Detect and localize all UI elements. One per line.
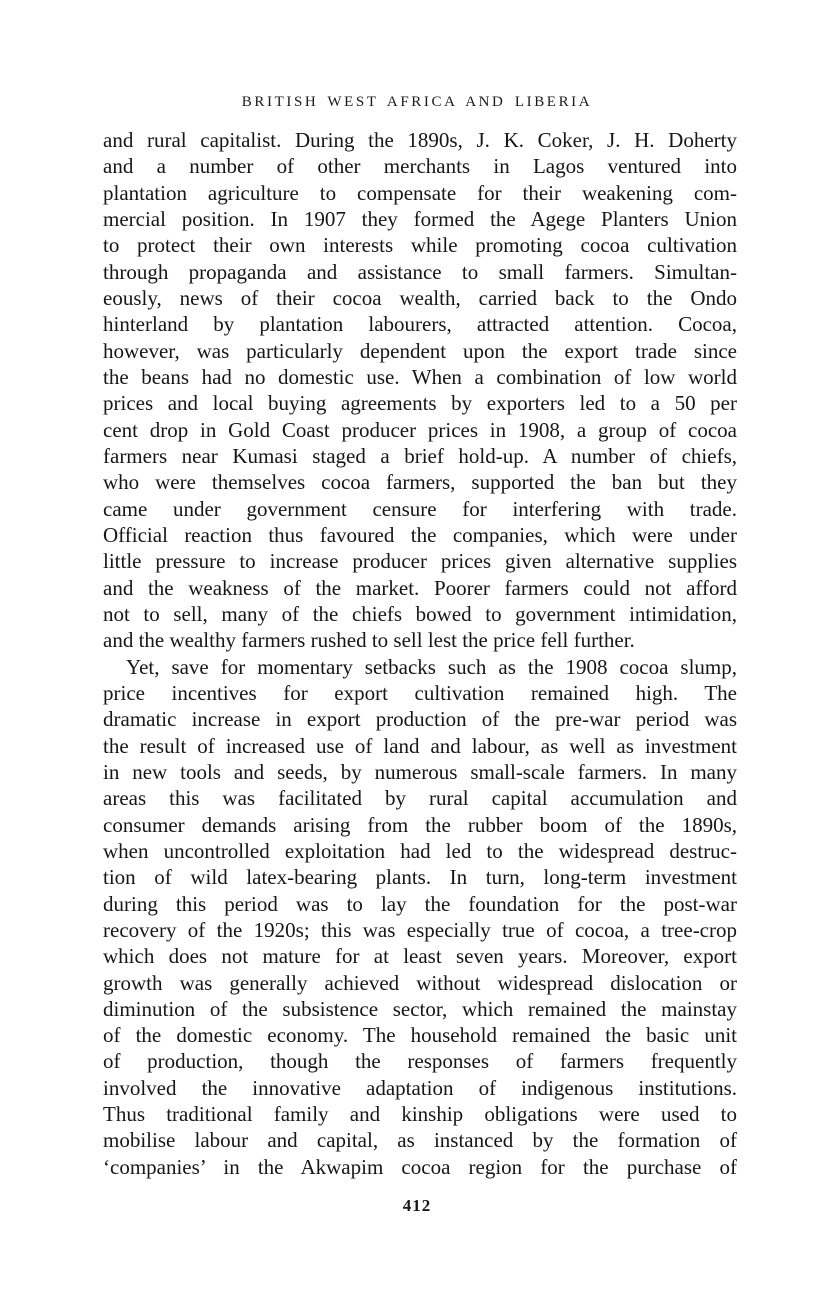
text-line: came under government censure for interfering with trade. — [103, 496, 737, 521]
text-line: ‘companies’ in the Akwapim cocoa region for the purchase of — [103, 1154, 737, 1179]
text-line: Official reaction thus favoured the companies, which were under — [103, 522, 737, 547]
text-line: in new tools and seeds, by numerous small-scale farmers. In many — [103, 759, 737, 784]
text-line: of the domestic economy. The household remained the basic unit — [103, 1023, 737, 1048]
text-line: Yet, save for momentary setbacks such as the 1908 cocoa slump, — [126, 654, 737, 679]
text-line: cent drop in Gold Coast producer prices in 1908, a group of cocoa — [103, 417, 737, 442]
running-head: BRITISH WEST AFRICA AND LIBERIA — [241, 94, 593, 110]
text-line: consumer demands arising from the rubber boom of the 1890s, — [103, 812, 737, 837]
text-line: of production, though the responses of farmers frequently — [103, 1049, 737, 1074]
text-line: however, was particularly dependent upon the export trade since — [103, 338, 737, 363]
text-line: the result of increased use of land and labour, as well as investment — [103, 733, 737, 758]
text-line: tion of wild latex-bearing plants. In turn, long-term investment — [103, 865, 737, 890]
text-line: involved the innovative adaptation of indigenous institutions. — [103, 1075, 737, 1100]
text-line: Thus traditional family and kinship obligations were used to — [103, 1102, 737, 1127]
text-line: during this period was to lay the foundation for the post-war — [103, 891, 737, 916]
body-text — [103, 127, 737, 1180]
text-line: not to sell, many of the chiefs bowed to government intimidation, — [103, 601, 737, 626]
text-line: who were themselves cocoa farmers, supported the ban but they — [103, 470, 737, 495]
text-line: diminution of the subsistence sector, which remained the mainstay — [103, 996, 737, 1021]
text-line: through propaganda and assistance to small farmers. Simultan- — [103, 259, 737, 284]
paragraph-1 — [103, 127, 737, 654]
text-line: areas this was facilitated by rural capital accumulation and — [103, 786, 737, 811]
paragraph-2 — [103, 654, 737, 1181]
text-line: dramatic increase in export production of the pre-war period was — [103, 707, 737, 732]
text-line: and rural capitalist. During the 1890s, J. K. Coker, J. H. Doherty — [103, 128, 737, 152]
text-line: which does not mature for at least seven years. Moreover, export — [103, 944, 737, 969]
text-line: the beans had no domestic use. When a combination of low world — [103, 364, 737, 389]
text-line: price incentives for export cultivation remained high. The — [103, 680, 737, 705]
page-number: 412 — [402, 1196, 432, 1215]
text-line: when uncontrolled exploitation had led to the widespread destruc- — [103, 838, 737, 863]
text-line: prices and local buying agreements by exporters led to a 50 per — [103, 391, 737, 416]
text-line: and the wealthy farmers rushed to sell lest the price fell further. — [103, 628, 635, 653]
text-line: eously, news of their cocoa wealth, carried back to the Ondo — [103, 285, 737, 310]
text-line: to protect their own interests while promoting cocoa cultivation — [103, 233, 737, 258]
text-line: recovery of the 1920s; this was especially true of cocoa, a tree-crop — [103, 917, 737, 942]
text-line: plantation agriculture to compensate for their weakening com- — [103, 180, 737, 205]
text-line: and a number of other merchants in Lagos ventured into — [103, 154, 737, 179]
text-line: hinterland by plantation labourers, attracted attention. Cocoa, — [103, 312, 737, 337]
text-line: and the weakness of the market. Poorer farmers could not afford — [103, 575, 737, 600]
text-line: farmers near Kumasi staged a brief hold-up. A number of chiefs, — [103, 443, 737, 468]
text-line: growth was generally achieved without widespread dislocation or — [103, 970, 737, 995]
text-line: little pressure to increase producer prices given alternative supplies — [103, 549, 737, 574]
text-line: mobilise labour and capital, as instanced by the formation of — [103, 1128, 737, 1153]
text-line: mercial position. In 1907 they formed the Agege Planters Union — [103, 206, 737, 231]
